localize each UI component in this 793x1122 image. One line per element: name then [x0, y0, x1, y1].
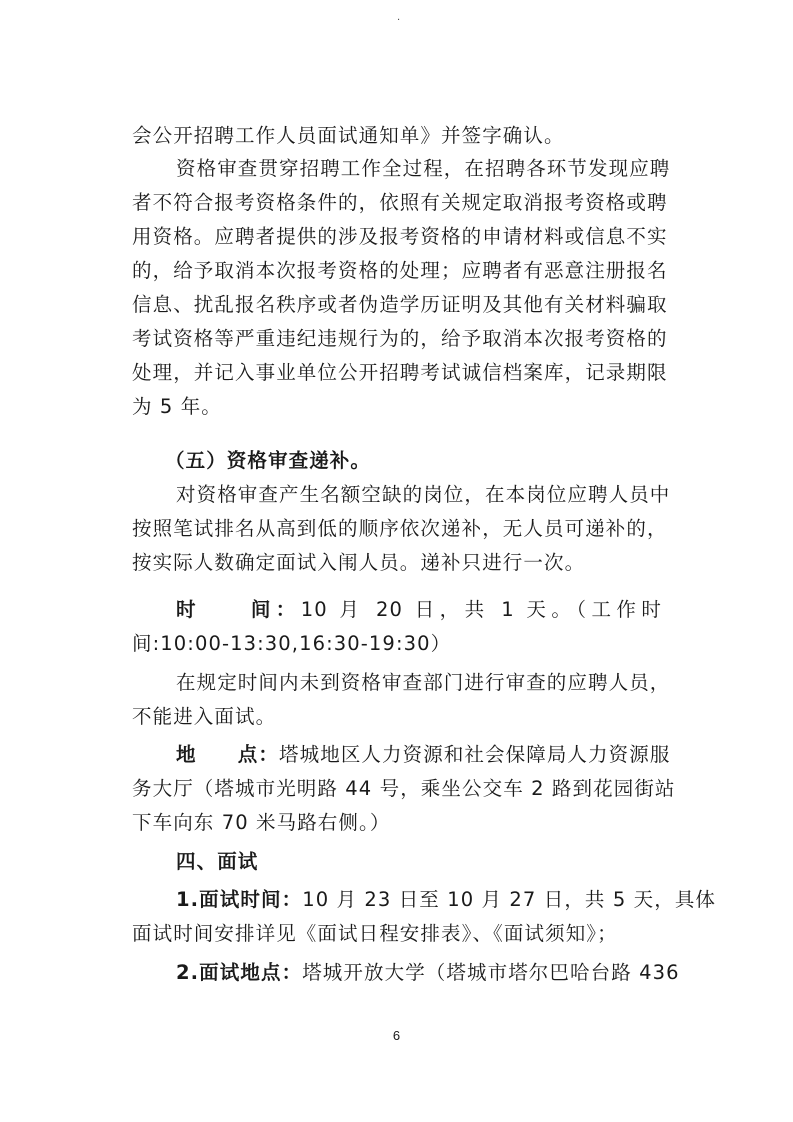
body-line: 面试时间安排详见《面试日程安排表》、《面试须知》；	[132, 922, 618, 945]
interview-time-value: 10 月 23 日至 10 月 27 日，共 5 天，具体	[302, 888, 717, 911]
body-line: 的，给予取消本次报考资格的处理；应聘者有恶意注册报名	[132, 259, 668, 282]
body-line-time	[176, 593, 662, 627]
section-heading: 四、面试	[176, 850, 259, 873]
time-value: 10 月 20 日，共 1 天。（工作时	[300, 598, 662, 621]
body-line: 用资格。应聘者提供的涉及报考资格的申请材料或信息不实	[132, 225, 668, 248]
label-interview-time: 1.面试时间：	[176, 888, 303, 911]
body-line: 信息、扰乱报名秩序或者伪造学历证明及其他有关材料骗取	[132, 293, 668, 316]
body-line: 者不符合报考资格条件的，依照有关规定取消报考资格或聘	[132, 191, 668, 214]
location-value: 塔城地区人力资源和社会保障局人力资源服	[279, 743, 671, 766]
body-line-interview-time	[176, 883, 717, 917]
body-line: 资格审查贯穿招聘工作全过程，在招聘各环节发现应聘	[176, 157, 671, 180]
section-heading: （五）资格审查递补。	[165, 449, 372, 472]
body-line: 按实际人数确定面试入闱人员。递补只进行一次。	[132, 551, 586, 574]
body-line: 不能进入面试。	[132, 705, 277, 728]
page-number: 6	[392, 1028, 401, 1043]
header-mark: .	[397, 12, 401, 23]
body-line: 下车向东 70 米马路右侧。）	[132, 811, 391, 834]
body-line-interview-location	[176, 956, 680, 990]
body-line: 间:10:00-13:30,16:30-19:30）	[132, 632, 452, 655]
label-location: 地 点：	[176, 743, 280, 766]
body-line-location	[176, 738, 671, 772]
body-line: 处理，并记入事业单位公开招聘考试诚信档案库，记录期限	[132, 361, 668, 384]
label-time: 时 间：	[176, 598, 301, 621]
label-interview-location: 2.面试地点：	[176, 961, 303, 984]
body-line: 务大厅（塔城市光明路 44 号，乘坐公交车 2 路到花园街站	[132, 777, 676, 800]
body-line: 会公开招聘工作人员面试通知单》并签字确认。	[132, 124, 565, 147]
body-line: 对资格审查产生名额空缺的岗位，在本岗位应聘人员中	[176, 483, 671, 506]
body-line: 考试资格等严重违纪违规行为的，给予取消本次报考资格的	[132, 327, 668, 350]
interview-location-value: 塔城开放大学（塔城市塔尔巴哈台路 436	[302, 961, 680, 984]
body-line: 按照笔试排名从高到低的顺序依次递补，无人员可递补的，	[132, 517, 668, 540]
body-line: 在规定时间内未到资格审查部门进行审查的应聘人员，	[176, 671, 671, 694]
body-line: 为 5 年。	[132, 395, 222, 418]
